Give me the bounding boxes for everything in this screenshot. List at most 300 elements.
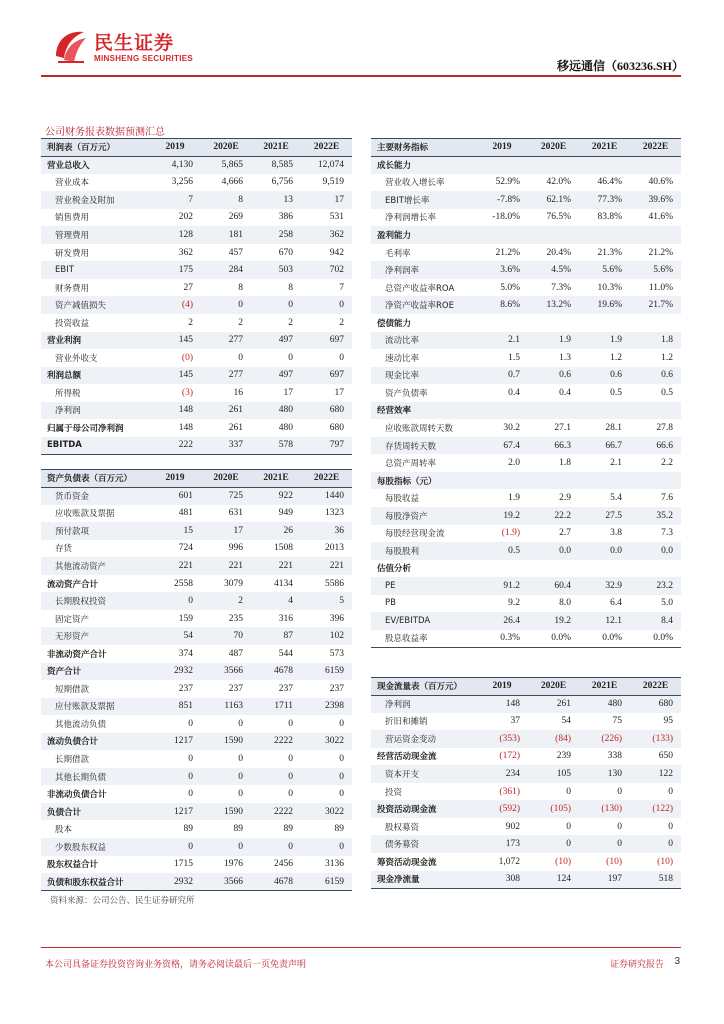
cell-value: 27.8 <box>656 423 673 434</box>
cell-value <box>528 560 579 578</box>
row-label: 每股净资产 <box>371 507 476 525</box>
cell-value: 87 <box>251 627 301 645</box>
cell-value: 105 <box>528 765 579 783</box>
cell-value: 0.6 <box>528 367 579 385</box>
column-header: 2021E <box>251 470 301 488</box>
cell-value: 8 <box>201 191 251 209</box>
cell-value: 480 <box>278 423 293 434</box>
row-label: 长期借款 <box>55 755 90 766</box>
row-label: 其他流动负债 <box>55 719 107 730</box>
income-statement-table <box>41 138 352 455</box>
cell-value: 2.7 <box>559 528 571 539</box>
cell-value: 17 <box>301 191 352 209</box>
row-label: 资产减值损失 <box>41 296 149 314</box>
cell-value: 173 <box>476 835 528 853</box>
brand-name-cn: 民生证券 <box>94 32 175 54</box>
key-ratios-table <box>371 138 681 648</box>
table-row <box>371 507 681 525</box>
cell-value: 148 <box>476 695 528 713</box>
cell-value: 77.3% <box>579 191 630 209</box>
cell-value: 2558 <box>174 578 193 589</box>
cell-value: 66.6 <box>630 437 681 455</box>
table-row <box>41 402 352 420</box>
cell-value: 21.7% <box>630 296 681 314</box>
column-header: 2022E <box>630 139 681 157</box>
row-label: 股本 <box>55 825 73 836</box>
cell-value: 0 <box>288 789 293 800</box>
cell-value: 91.2 <box>476 577 528 595</box>
row-label: 投资收益 <box>55 318 90 329</box>
cell-value: 12,074 <box>301 156 352 174</box>
table-row <box>371 437 681 455</box>
column-header: 2021E <box>579 678 630 696</box>
cell-value: 578 <box>251 437 301 455</box>
cell-value: 724 <box>178 543 193 554</box>
cell-value: 670 <box>278 247 293 258</box>
row-label: 非流动资产合计 <box>47 649 107 660</box>
cell-value: 62.1% <box>528 191 579 209</box>
cell-value: 0.0 <box>528 542 579 560</box>
cell-value: 40.6% <box>648 177 673 188</box>
cell-value: 222 <box>149 437 201 455</box>
cell-value: 221 <box>251 557 301 575</box>
cell-value: 16 <box>233 387 243 398</box>
table-row <box>41 367 352 385</box>
table-row <box>41 627 352 645</box>
row-label: 应收账款及票据 <box>55 509 115 520</box>
row-label: 无形资产 <box>41 627 149 645</box>
cell-value: 89 <box>283 824 293 835</box>
row-label: EV/EBITDA <box>371 612 476 630</box>
cell-value: 89 <box>183 824 193 835</box>
cell-value: 32.9 <box>579 577 630 595</box>
cell-value: 2.1 <box>476 332 528 350</box>
table-row <box>41 261 352 279</box>
cell-value: 0 <box>617 821 622 832</box>
column-header: 2019 <box>149 139 201 157</box>
cell-value: 0.4 <box>559 387 571 398</box>
cell-value: 0 <box>579 835 630 853</box>
table-row <box>41 785 352 803</box>
row-label: EBIT <box>41 261 149 279</box>
minsheng-logo-icon <box>50 26 90 66</box>
cell-value: 2932 <box>149 663 201 681</box>
table-row <box>371 332 681 350</box>
row-label: 流动资产合计 <box>47 579 99 590</box>
table-row <box>41 733 352 751</box>
row-label: 其他流动资产 <box>41 557 149 575</box>
cell-value: 0 <box>630 835 681 853</box>
cell-value: 0 <box>617 786 622 797</box>
cell-value: 21.3% <box>597 247 622 258</box>
cell-value: 0.5 <box>610 387 622 398</box>
cell-value: 1.2 <box>610 352 622 363</box>
cell-value: (4) <box>149 296 201 314</box>
row-label: 股东权益合计 <box>47 860 99 871</box>
section-title: 公司财务报表数据预测汇总 <box>45 127 165 138</box>
row-label: 营业收入增长率 <box>385 178 445 189</box>
cell-value: 0 <box>339 789 344 800</box>
cell-value: 0.5 <box>661 387 673 398</box>
cell-value: 697 <box>301 332 352 350</box>
cell-value: 503 <box>251 261 301 279</box>
table-row <box>371 472 681 490</box>
cell-value: 66.7 <box>579 437 630 455</box>
cell-value: 237 <box>278 683 293 694</box>
table-row <box>371 730 681 748</box>
brand-name-en: MINSHENG SECURITIES <box>94 54 194 63</box>
data-source-note: 资料来源：公司公告、民生证券研究所 <box>50 896 195 906</box>
table-row <box>41 575 352 593</box>
cell-value: 0 <box>251 838 301 856</box>
cell-value: 2398 <box>301 698 352 716</box>
cell-value: 544 <box>278 648 293 659</box>
cell-value: 221 <box>201 557 251 575</box>
cell-value <box>528 156 579 174</box>
page-number: 3 <box>674 956 680 967</box>
cell-value: 27.1 <box>554 423 571 434</box>
cell-value: 17 <box>201 522 251 540</box>
table-row <box>371 630 681 648</box>
table-row <box>41 226 352 244</box>
cell-value: 3,256 <box>171 177 193 188</box>
cell-value: 124 <box>528 871 579 889</box>
cell-value: 258 <box>251 226 301 244</box>
cell-value: 221 <box>149 557 201 575</box>
table-row <box>371 783 681 801</box>
cell-value: 4134 <box>274 578 293 589</box>
cell-value: 3566 <box>201 873 251 891</box>
row-label: 利润总额 <box>41 367 149 385</box>
cell-value: 1.9 <box>528 332 579 350</box>
cell-value: 396 <box>329 613 344 624</box>
table-row <box>41 332 352 350</box>
cell-value: 1711 <box>251 698 301 716</box>
table-row <box>371 835 681 853</box>
cell-value: 725 <box>201 487 251 505</box>
row-label: 财务费用 <box>55 283 90 294</box>
table-row <box>371 853 681 871</box>
cell-value: 3.6% <box>476 261 528 279</box>
cell-value: 5.6% <box>630 261 681 279</box>
column-header: 2020E <box>201 139 251 157</box>
table-row <box>371 595 681 613</box>
table-row <box>41 437 352 455</box>
row-label: 投资活动现金流 <box>371 800 476 818</box>
cell-value: 1.5 <box>508 352 520 363</box>
cell-value <box>476 156 528 174</box>
row-label: 净利润 <box>41 402 149 420</box>
row-label: 存货周转天数 <box>371 437 476 455</box>
table-row <box>41 557 352 575</box>
table-row <box>371 560 681 578</box>
row-label: 研发费用 <box>55 248 90 259</box>
cell-value: 0 <box>288 754 293 765</box>
cell-value: 35.2 <box>630 507 681 525</box>
table-row <box>41 856 352 874</box>
row-label: 每股指标（元） <box>371 472 476 490</box>
cell-value: 145 <box>149 332 201 350</box>
cell-value: 0 <box>201 838 251 856</box>
cell-value: 41.6% <box>648 212 673 223</box>
cell-value: 4 <box>251 592 301 610</box>
cell-value: 75 <box>612 716 622 727</box>
cell-value: 4,130 <box>149 156 201 174</box>
cell-value: 497 <box>251 367 301 385</box>
cell-value: 0 <box>188 754 193 765</box>
cell-value: 1163 <box>201 698 251 716</box>
cell-value: 518 <box>630 871 681 889</box>
cell-value: 338 <box>607 751 622 762</box>
footer-report-type: 证券研究报告 <box>609 960 664 970</box>
table-row <box>371 454 681 472</box>
cell-value: 197 <box>579 871 630 889</box>
cell-value: 221 <box>301 557 352 575</box>
cell-value: 7 <box>149 191 201 209</box>
cell-value: 19.2 <box>476 507 528 525</box>
cell-value: 1.8 <box>559 458 571 469</box>
cell-value: 480 <box>251 402 301 420</box>
row-label: 营业外收支 <box>55 353 98 364</box>
row-label: EBITDA <box>41 437 149 455</box>
cell-value <box>476 402 528 420</box>
cell-value: 9.2 <box>508 598 520 609</box>
cell-value: 19.6% <box>579 296 630 314</box>
cell-value: 5,865 <box>201 156 251 174</box>
header-divider <box>41 75 681 77</box>
table-row <box>371 384 681 402</box>
table-title: 现金流量表（百万元） <box>371 678 476 696</box>
cell-value: 0 <box>238 352 243 363</box>
balance-sheet-table <box>41 469 352 891</box>
cell-value: 0.0 <box>630 542 681 560</box>
cell-value: 0 <box>301 296 352 314</box>
table-row <box>41 715 352 733</box>
cell-value: 996 <box>228 543 243 554</box>
cell-value: 37 <box>510 716 520 727</box>
row-label: 营业成本 <box>55 178 90 189</box>
cell-value: (10) <box>657 856 673 867</box>
table-row <box>41 349 352 367</box>
cell-value: 6.4 <box>610 598 622 609</box>
cell-value: 601 <box>149 487 201 505</box>
cell-value: 13.2% <box>528 296 579 314</box>
cell-value: 0 <box>301 838 352 856</box>
column-header: 2019 <box>149 470 201 488</box>
cell-value: 0 <box>238 789 243 800</box>
cell-value: 680 <box>630 695 681 713</box>
cell-value: 0.3% <box>476 630 528 648</box>
column-header: 2019 <box>476 139 528 157</box>
table-row <box>371 296 681 314</box>
table-row <box>371 261 681 279</box>
cell-value: 2.9 <box>559 493 571 504</box>
row-label: 偿债能力 <box>377 318 412 329</box>
column-header: 2020E <box>201 470 251 488</box>
row-label: 非流动负债合计 <box>47 790 107 801</box>
table-row <box>371 765 681 783</box>
cell-value: (3) <box>181 387 193 398</box>
cell-value: 26 <box>251 522 301 540</box>
table-row <box>41 191 352 209</box>
table-row <box>371 419 681 437</box>
column-header: 2021E <box>579 139 630 157</box>
cell-value: 0 <box>288 718 293 729</box>
cell-value <box>579 560 630 578</box>
cell-value: (172) <box>499 751 520 762</box>
cell-value: 261 <box>528 695 579 713</box>
row-label: 其他长期负债 <box>41 768 149 786</box>
cell-value: 0 <box>566 821 571 832</box>
cell-value: 89 <box>334 824 344 835</box>
cell-value: 650 <box>658 751 673 762</box>
cell-value <box>630 402 681 420</box>
table-row <box>41 174 352 192</box>
row-label: 现金净流量 <box>371 871 476 889</box>
cell-value: 481 <box>178 508 193 519</box>
cell-value: 362 <box>301 226 352 244</box>
row-label: 销售费用 <box>55 213 90 224</box>
cell-value: 27.5 <box>579 507 630 525</box>
cell-value: 60.4 <box>528 577 579 595</box>
row-label: 应收账款周转天数 <box>385 424 454 435</box>
cell-value: 0 <box>339 754 344 765</box>
cell-value <box>476 226 528 244</box>
cell-value: 337 <box>201 437 251 455</box>
row-label: 长期股权投资 <box>41 592 149 610</box>
cell-value: 0.0 <box>579 542 630 560</box>
cell-value: 0.0% <box>579 630 630 648</box>
cell-value: 0.4 <box>508 387 520 398</box>
row-label: 固定资产 <box>55 614 90 625</box>
row-label: 资产合计 <box>41 663 149 681</box>
cell-value: 949 <box>278 508 293 519</box>
cell-value: 2 <box>201 592 251 610</box>
cell-value: 6159 <box>301 663 352 681</box>
cell-value: 5586 <box>325 578 344 589</box>
cell-value: (84) <box>528 730 579 748</box>
cell-value <box>630 472 681 490</box>
cell-value: 1590 <box>201 733 251 751</box>
row-label: 流动负债合计 <box>41 733 149 751</box>
row-label: 折旧和摊销 <box>385 717 428 728</box>
table-row <box>371 525 681 543</box>
table-row <box>371 695 681 713</box>
cell-value: 1.3 <box>559 352 571 363</box>
column-header: 2022E <box>301 139 352 157</box>
table-row <box>41 873 352 891</box>
cell-value: (105) <box>528 800 579 818</box>
cell-value: 175 <box>149 261 201 279</box>
cell-value: (353) <box>476 730 528 748</box>
row-label: 资产负债率 <box>385 388 428 399</box>
cell-value <box>476 472 528 490</box>
row-label: 每股股利 <box>371 542 476 560</box>
cell-value <box>579 156 630 174</box>
row-label: 净利润增长率 <box>385 213 437 224</box>
page-header <box>0 0 724 80</box>
cell-value: 284 <box>201 261 251 279</box>
cell-value: 0 <box>201 296 251 314</box>
cell-value: 386 <box>278 212 293 223</box>
table-row <box>371 279 681 297</box>
row-label: 成长能力 <box>371 156 476 174</box>
cell-value <box>579 226 630 244</box>
table-row <box>371 191 681 209</box>
cell-value: 277 <box>201 367 251 385</box>
cell-value: 8.6% <box>476 296 528 314</box>
cell-value: 27 <box>183 282 193 293</box>
cell-value: (592) <box>476 800 528 818</box>
cell-value: 7.3% <box>551 282 571 293</box>
cell-value: 22.2 <box>528 507 579 525</box>
column-header: 2021E <box>251 139 301 157</box>
cell-value <box>630 560 681 578</box>
table-header-row <box>371 678 681 696</box>
cell-value: 0.7 <box>476 367 528 385</box>
table-row <box>41 803 352 821</box>
cell-value: 8.0 <box>559 598 571 609</box>
cell-value: 0 <box>188 789 193 800</box>
cash-flow-table <box>371 677 681 889</box>
cell-value: 46.4% <box>597 177 622 188</box>
cell-value: 159 <box>178 613 193 624</box>
cell-value <box>528 472 579 490</box>
cell-value: 0 <box>339 352 344 363</box>
table-row <box>41 768 352 786</box>
row-label: 股权募资 <box>385 822 420 833</box>
cell-value <box>579 314 630 332</box>
cell-value: 1715 <box>174 859 193 870</box>
cell-value: 1217 <box>149 733 201 751</box>
cell-value: 30.2 <box>503 423 520 434</box>
cell-value: 89 <box>233 824 243 835</box>
cell-value: 797 <box>301 437 352 455</box>
row-label: 总资产周转率 <box>385 459 437 470</box>
cell-value: (1.9) <box>501 528 520 539</box>
table-row <box>41 698 352 716</box>
cell-value: 5 <box>301 592 352 610</box>
cell-value: 3566 <box>201 663 251 681</box>
cell-value: 480 <box>579 695 630 713</box>
row-label: 归属于母公司净利润 <box>47 424 124 435</box>
row-label: 预付款项 <box>41 522 149 540</box>
cell-value: 21.2% <box>648 247 673 258</box>
cell-value: 362 <box>178 247 193 258</box>
cell-value <box>476 314 528 332</box>
row-label: 总资产收益率ROA <box>385 283 455 294</box>
table-row <box>371 156 681 174</box>
footer-disclaimer: 本公司具备证券投资咨询业务资格，请务必阅读最后一页免责声明 <box>45 960 307 970</box>
cell-value <box>579 402 630 420</box>
row-label: 现金比率 <box>371 367 476 385</box>
row-label: 短期借款 <box>55 684 90 695</box>
cell-value: 261 <box>228 423 243 434</box>
cell-value: 237 <box>178 683 193 694</box>
row-label: 每股收益 <box>385 494 420 505</box>
table-title: 主要财务指标 <box>371 139 476 157</box>
cell-value: 145 <box>149 367 201 385</box>
cell-value: 19.2 <box>528 612 579 630</box>
cell-value: 12.1 <box>579 612 630 630</box>
cell-value: 2.2 <box>661 458 673 469</box>
cell-value: 13 <box>251 191 301 209</box>
row-label: 所得税 <box>55 388 81 399</box>
cell-value: 5.0% <box>500 282 520 293</box>
row-label: 营业税金及附加 <box>41 191 149 209</box>
row-label: EBIT增长率 <box>371 191 476 209</box>
row-label: 经营效率 <box>371 402 476 420</box>
